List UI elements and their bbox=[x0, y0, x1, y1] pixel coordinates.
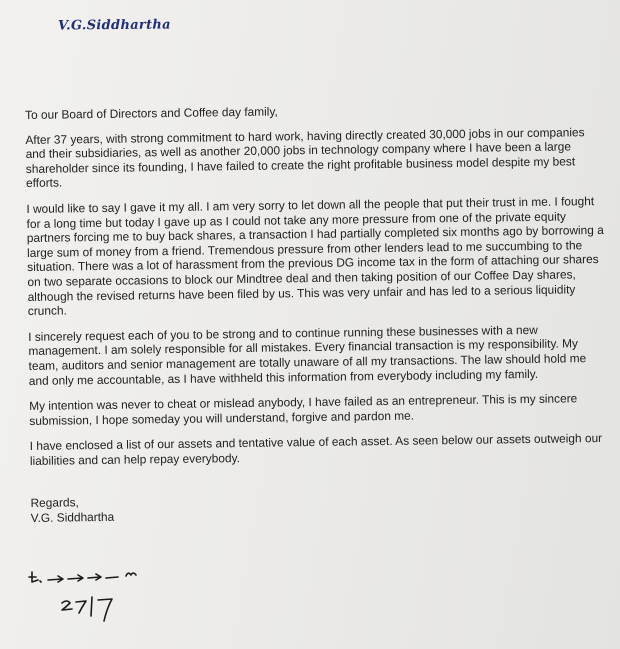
letter-paragraph-3: I sincerely request each of you to be strong and to continue running these businesses with a new management. I am solely responsible for all mistakes. Every financial transaction is my responsibility. My team, auditors and senior management are totally unaware of all my transactions. The law should hold me and only me accountable, as I have withheld this information from everybody including my family. bbox=[28, 322, 587, 388]
signature-stroke bbox=[48, 576, 63, 582]
handwritten-signature-and-date bbox=[22, 566, 162, 626]
signature-stroke bbox=[88, 574, 101, 580]
letter-salutation: To our Board of Directors and Coffee day family, bbox=[25, 104, 278, 122]
letterhead-name: V.G.Siddhartha bbox=[57, 17, 171, 34]
letter-closing-block bbox=[30, 488, 610, 526]
signature-stroke bbox=[40, 581, 41, 582]
signature-stroke bbox=[68, 575, 83, 581]
letter-paragraph-2: I would like to say I gave it my all. I am very sorry to let down all the people that put their trust in me. I fought for a long time but today I gave up as I could not take any more pressure from one of the private equity partners forcing me to buy back shares, a transaction I had partially completed six months ago by borrowing a large sum of money from a friend. Tremendous pressure from other lenders lead to me succumbing to the situation. There was a lot of harassment from the previous DG income tax in the form of attaching our shares on two separate occasions to block our Mindtree deal and then taking position of our Coffee Day shares, although the revised returns have been filed by us. This was very unfair and has led to a serious liquidity crunch. bbox=[26, 194, 604, 319]
letter-closing: Regards, bbox=[30, 495, 79, 511]
signature-stroke bbox=[126, 573, 136, 576]
letter-paragraph-4: My intention was never to cheat or mislead anybody, I have failed as an entrepreneur. This is my sincere submission, I hope someday you will understand, forgive and pardon me. bbox=[29, 391, 578, 428]
letter-paragraph-5: I have enclosed a list of our assets and tentative value of each asset. As seen below our assets outweigh our liabilities and can help repay everybody. bbox=[29, 431, 603, 468]
date-stroke bbox=[91, 597, 92, 616]
signature-stroke bbox=[106, 577, 118, 578]
date-stroke bbox=[98, 599, 112, 621]
date-stroke bbox=[76, 601, 86, 613]
letter-paragraph-1: After 37 years, with strong commitment to hard work, having directly created 30,000 jobs in our companies and their subsidiaries, as well as another 20,000 jobs in technology company where I have been a large shareholder since its founding, I have failed to create the right profitable business model despite my best efforts. bbox=[25, 124, 585, 191]
letter-body bbox=[25, 100, 611, 527]
signature-name: V.G. Siddhartha bbox=[30, 510, 115, 526]
date-stroke bbox=[62, 601, 72, 610]
signature-stroke bbox=[29, 572, 38, 582]
